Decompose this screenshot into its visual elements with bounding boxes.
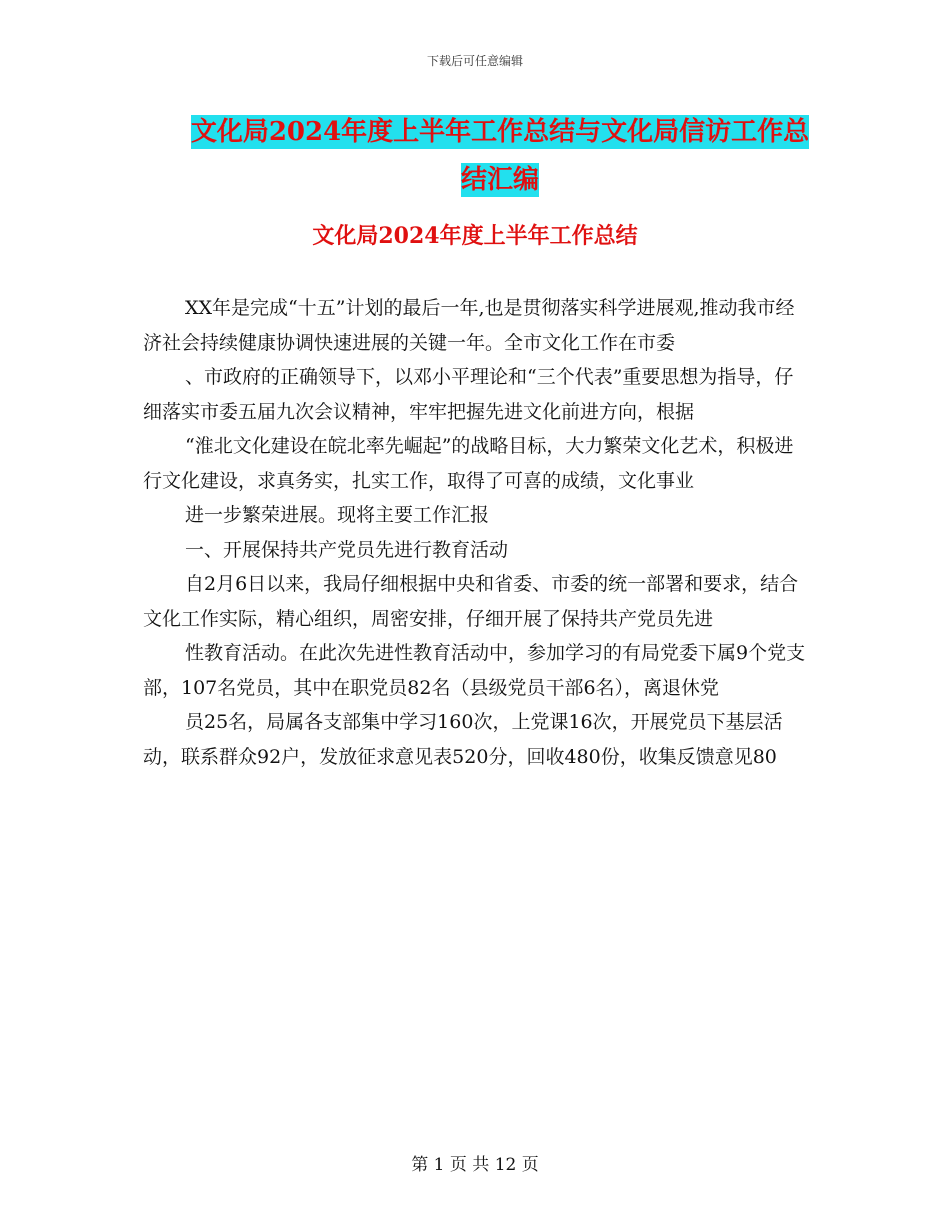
- paragraph: 员25名，局属各支部集中学习160次，上党课16次，开展党员下基层活动，联系群众92户，发放征求意见表520分，回收480份，收集反馈意见80: [143, 711, 783, 768]
- page-number: 第 1 页 共 12 页: [411, 1155, 539, 1175]
- paragraph: 、市政府的正确领导下，以邓小平理论和“三个代表”重要思想为指导，仔细落实市委五届九次会议精神，牢牢把握先进文化前进方向，根据: [143, 366, 794, 423]
- paragraph: “淮北文化建设在皖北率先崛起”的战略目标，大力繁荣文化艺术，积极进行文化建设，求真务实，扎实工作，取得了可喜的成绩，文化事业: [143, 435, 794, 492]
- page-header-note: 下载后可任意编辑: [426, 54, 523, 68]
- paragraph: 自2月6日以来，我局仔细根据中央和省委、市委的统一部署和要求，结合文化工作实际，精心组织，周密安排，仔细开展了保持共产党员先进: [143, 573, 799, 630]
- document-title-line-2: 结汇编: [460, 165, 539, 195]
- section-title: 文化局2024年度上半年工作总结: [312, 223, 638, 249]
- document-title-line-1: 文化局2024年度上半年工作总结与文化局信访工作总: [190, 117, 810, 147]
- document-body: [143, 291, 808, 774]
- paragraph: 进一步繁荣进展。现将主要工作汇报: [185, 504, 490, 526]
- paragraph: 性教育活动。在此次先进性教育活动中，参加学习的有局党委下属9个党支部，107名党员，其中在职党员82名（县级党员干部6名），离退休党: [143, 642, 806, 699]
- paragraph: 一、开展保持共产党员先进行教育活动: [185, 538, 509, 561]
- document-title: [140, 108, 860, 204]
- paragraph: XX年是完成“十五”计划的最后一年,也是贯彻落实科学进展观,推动我市经济社会持续健康协调快速进展的关键一年。全市文化工作在市委: [143, 297, 795, 354]
